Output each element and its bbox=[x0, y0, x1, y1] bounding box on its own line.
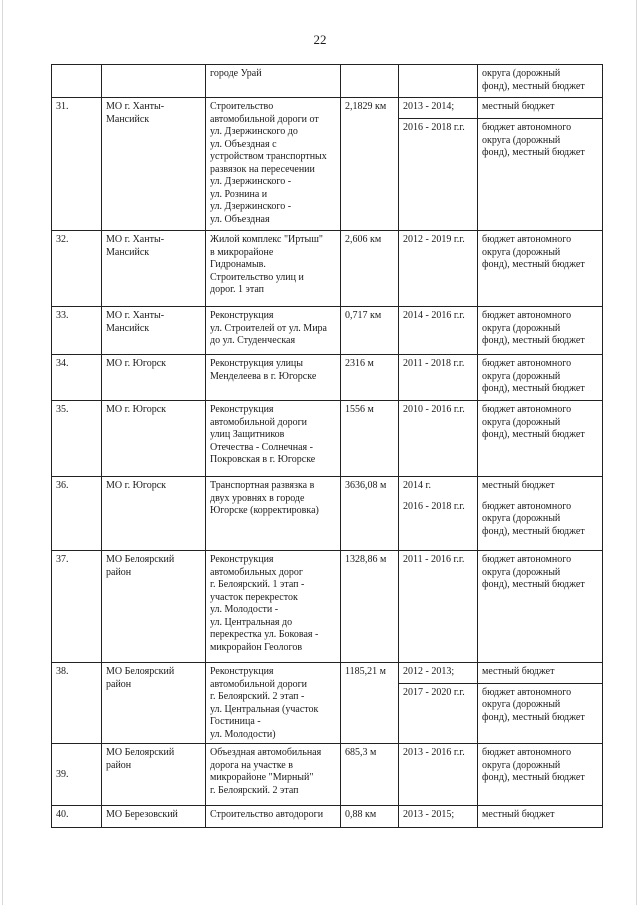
length: 0,88 км bbox=[341, 806, 399, 828]
table-row bbox=[52, 401, 603, 477]
funding-source-2: бюджет автономного округа (дорожный фонд), местный бюджет bbox=[478, 119, 603, 231]
object-name: Объездная автомобильная дорога на участке в микрорайоне "Мирный" г. Белоярский. 2 этап bbox=[206, 744, 341, 806]
funding-source: местный бюджет bbox=[478, 98, 603, 119]
period: 2011 - 2016 г.г. bbox=[399, 551, 478, 663]
row-number: 35. bbox=[52, 401, 102, 477]
period-1: 2014 г. bbox=[403, 480, 431, 491]
period: 2012 - 2019 г.г. bbox=[399, 231, 478, 307]
table-row bbox=[52, 744, 603, 806]
period bbox=[399, 65, 478, 98]
municipality bbox=[102, 65, 206, 98]
period-2: 2016 - 2018 г.г. bbox=[399, 119, 478, 231]
funding-source-1: местный бюджет bbox=[482, 480, 555, 491]
row-number: 40. bbox=[52, 806, 102, 828]
row-number: 32. bbox=[52, 231, 102, 307]
object-name: городе Урай bbox=[206, 65, 341, 98]
funding-source bbox=[478, 477, 603, 551]
length: 2,1829 км bbox=[341, 98, 399, 231]
scan-edge-left bbox=[2, 0, 3, 905]
table-row bbox=[52, 307, 603, 355]
period: 2013 - 2014; bbox=[399, 98, 478, 119]
row-number: 33. bbox=[52, 307, 102, 355]
municipality: МО г. Югорск bbox=[102, 477, 206, 551]
row-number: 38. bbox=[52, 663, 102, 744]
table-row bbox=[52, 663, 603, 684]
object-name: Строительство автодороги bbox=[206, 806, 341, 828]
funding-source-2: бюджет автономного округа (дорожный фонд), местный бюджет bbox=[478, 683, 603, 743]
funding-source: местный бюджет bbox=[478, 806, 603, 828]
funding-source: бюджет автономного округа (дорожный фонд), местный бюджет bbox=[478, 355, 603, 401]
period: 2013 - 2015; bbox=[399, 806, 478, 828]
table-row bbox=[52, 806, 603, 828]
length: 1185,21 м bbox=[341, 663, 399, 744]
municipality: МО Березовский bbox=[102, 806, 206, 828]
object-name: Строительство автомобильной дороги от ул. Дзержинского до ул. Объездная с устройством транспортных развязок на пересечении ул. Дзержинского - ул. Рознина и ул. Дзержинского - ул. Объездная bbox=[206, 98, 341, 231]
object-name: Реконструкция автомобильной дороги г. Белоярский. 2 этап - ул. Центральная (участок Гостиница - ул. Молодости) bbox=[206, 663, 341, 744]
length: 1556 м bbox=[341, 401, 399, 477]
municipality: МО г. Югорск bbox=[102, 401, 206, 477]
object-name: Реконструкция ул. Строителей от ул. Мира до ул. Студенческая bbox=[206, 307, 341, 355]
period-2: 2016 - 2018 г.г. bbox=[403, 500, 465, 512]
length: 1328,86 м bbox=[341, 551, 399, 663]
funding-source: бюджет автономного округа (дорожный фонд), местный бюджет bbox=[478, 744, 603, 806]
period: 2011 - 2018 г.г. bbox=[399, 355, 478, 401]
period bbox=[399, 477, 478, 551]
row-number: 37. bbox=[52, 551, 102, 663]
funding-source: местный бюджет bbox=[478, 663, 603, 684]
object-name: Реконструкция улицы Менделеева в г. Югорске bbox=[206, 355, 341, 401]
funding-source: бюджет автономного округа (дорожный фонд), местный бюджет bbox=[478, 231, 603, 307]
table-row bbox=[52, 477, 603, 551]
object-name: Транспортная развязка в двух уровнях в городе Югорске (корректировка) bbox=[206, 477, 341, 551]
object-name: Реконструкция автомобильных дорог г. Белоярский. 1 этап - участок перекресток ул. Молодости - ул. Центральная до перекрестка ул. Боковая - микрорайон Геологов bbox=[206, 551, 341, 663]
object-name: Реконструкция автомобильной дороги улиц Защитников Отечества - Солнечная - Покровская в г. Югорске bbox=[206, 401, 341, 477]
funding-source: бюджет автономного округа (дорожный фонд), местный бюджет bbox=[478, 307, 603, 355]
table-row bbox=[52, 231, 603, 307]
period: 2010 - 2016 г.г. bbox=[399, 401, 478, 477]
page-number: 22 bbox=[313, 32, 327, 47]
period: 2013 - 2016 г.г. bbox=[399, 744, 478, 806]
object-name: Жилой комплекс "Иртыш" в микрорайоне Гидронамыв. Строительство улиц и дорог. 1 этап bbox=[206, 231, 341, 307]
municipality: МО г. Ханты- Мансийск bbox=[102, 98, 206, 231]
funding-source: бюджет автономного округа (дорожный фонд), местный бюджет bbox=[478, 401, 603, 477]
municipality: МО Белоярский район bbox=[102, 744, 206, 806]
row-number: 36. bbox=[52, 477, 102, 551]
funding-source-2: бюджет автономного округа (дорожный фонд), местный бюджет bbox=[482, 500, 585, 537]
table-row bbox=[52, 65, 603, 98]
length: 2,606 км bbox=[341, 231, 399, 307]
municipality: МО г. Югорск bbox=[102, 355, 206, 401]
period-2: 2017 - 2020 г.г. bbox=[399, 683, 478, 743]
period: 2014 - 2016 г.г. bbox=[399, 307, 478, 355]
length: 685,3 м bbox=[341, 744, 399, 806]
length: 2316 м bbox=[341, 355, 399, 401]
length: 3636,08 м bbox=[341, 477, 399, 551]
municipality: МО Белоярский район bbox=[102, 663, 206, 744]
scan-edge-right bbox=[636, 0, 637, 905]
municipality: МО г. Ханты- Мансийск bbox=[102, 307, 206, 355]
table-row bbox=[52, 98, 603, 119]
municipality: МО г. Ханты- Мансийск bbox=[102, 231, 206, 307]
length: 0,717 км bbox=[341, 307, 399, 355]
row-number: 34. bbox=[52, 355, 102, 401]
period: 2012 - 2013; bbox=[399, 663, 478, 684]
road-projects-table bbox=[51, 64, 603, 828]
row-number: 39. bbox=[52, 744, 102, 806]
row-number bbox=[52, 65, 102, 98]
funding-source: бюджет автономного округа (дорожный фонд), местный бюджет bbox=[478, 551, 603, 663]
table-row bbox=[52, 551, 603, 663]
funding-source: округа (дорожный фонд), местный бюджет bbox=[478, 65, 603, 98]
row-number: 31. bbox=[52, 98, 102, 231]
municipality: МО Белоярский район bbox=[102, 551, 206, 663]
length bbox=[341, 65, 399, 98]
table-row bbox=[52, 355, 603, 401]
